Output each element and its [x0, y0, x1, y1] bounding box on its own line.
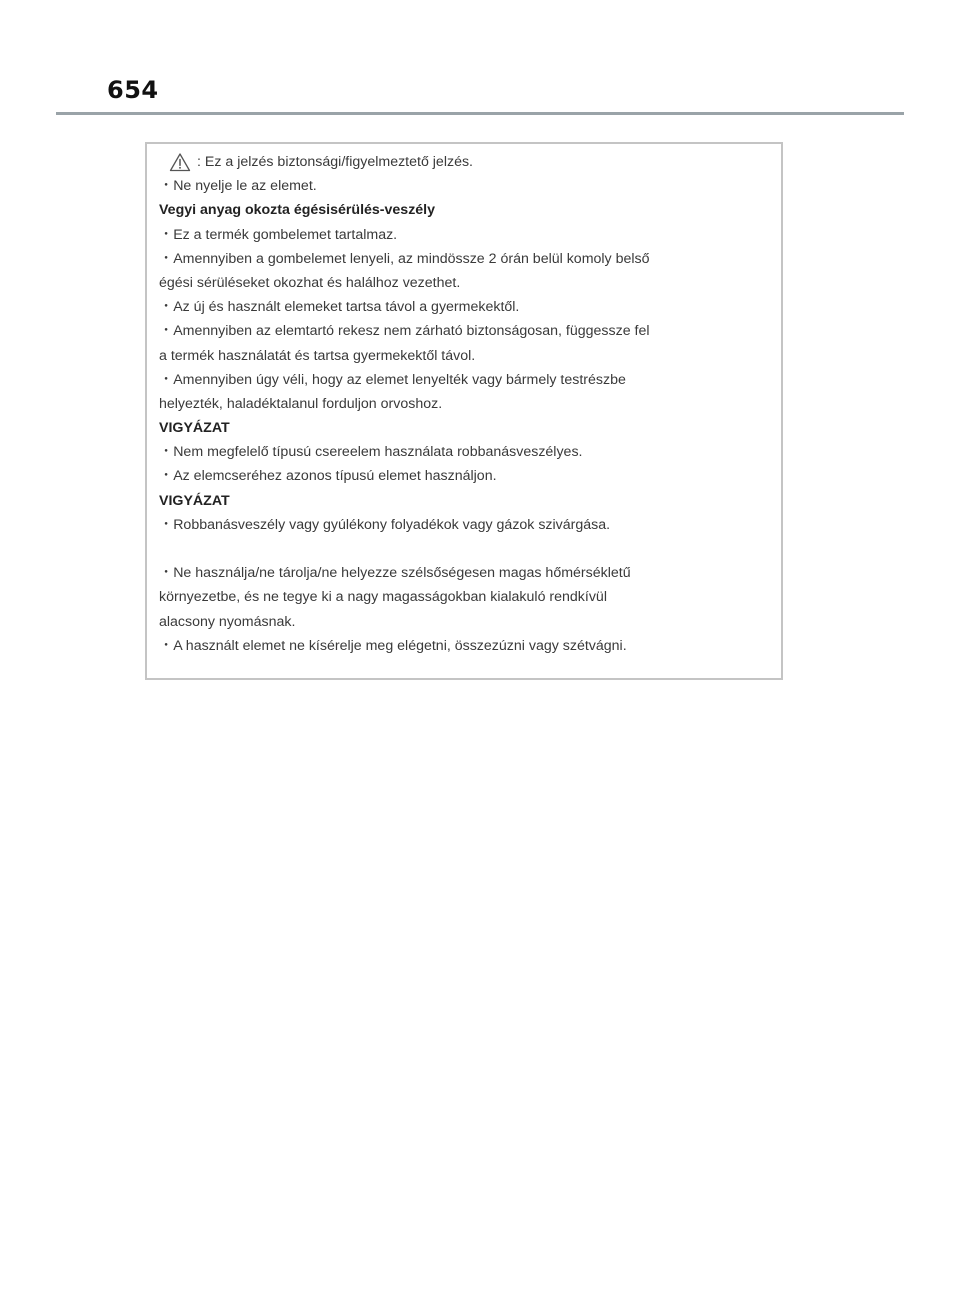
text-line-disposal: ・A használt elemet ne kísérelje meg elégetni, összezúzni vagy szétvágni.	[159, 637, 627, 654]
warning-triangle-icon	[169, 152, 191, 172]
header-divider	[56, 112, 904, 115]
heading-chemical-burn: Vegyi anyag okozta égésisérülés-veszély	[159, 202, 436, 219]
page-number: 654	[107, 76, 159, 104]
text-line-temperature-2: környezetbe, és ne tegye ki a nagy magasságokban kialakuló rendkívül	[159, 589, 607, 606]
text-line-wrong-type: ・Nem megfelelő típusú csereelem használata robbanásveszélyes.	[159, 444, 583, 461]
text-line-compartment-1: ・Amennyiben az elemtartó rekesz nem zárható biztonságosan, függessze fel	[159, 323, 650, 340]
text-line-compartment-2: a termék használatát és tartsa gyermekektől távol.	[159, 347, 476, 364]
heading-caution-1: VIGYÁZAT	[159, 420, 230, 437]
text-line-same-type: ・Az elemcseréhez azonos típusú elemet használjon.	[159, 468, 497, 485]
text-line-explosion-leak: ・Robbanásveszély vagy gyúlékony folyadékok vagy gázok szivárgása.	[159, 516, 611, 533]
text-line-temperature-1: ・Ne használja/ne tárolja/ne helyezze szélsőségesen magas hőmérsékletű	[159, 565, 631, 582]
blank-line	[159, 537, 771, 561]
text-line-no-swallow: ・Ne nyelje le az elemet.	[159, 178, 317, 195]
battery-warning-box	[145, 142, 783, 680]
text-line-temperature-3: alacsony nyomásnak.	[159, 613, 296, 630]
heading-caution-2: VIGYÁZAT	[159, 492, 230, 509]
text-line-swallow-risk-2: égési sérüléseket okozhat és halálhoz vezethet.	[159, 274, 461, 291]
text-line-doctor-1: ・Amennyiben úgy véli, hogy az elemet lenyelték vagy bármely testrészbe	[159, 371, 626, 388]
text-line-contains-coin-cell: ・Ez a termék gombelemet tartalmaz.	[159, 226, 398, 243]
symbol-legend-line	[159, 150, 771, 174]
text-line-keep-away: ・Az új és használt elemeket tartsa távol a gyermekektől.	[159, 299, 520, 316]
text-line-doctor-2: helyezték, haladéktalanul forduljon orvoshoz.	[159, 395, 443, 412]
text-line-swallow-risk-1: ・Amennyiben a gombelemet lenyeli, az mindössze 2 órán belül komoly belső	[159, 250, 650, 267]
symbol-legend-text: : Ez a jelzés biztonsági/figyelmeztető jelzés.	[197, 154, 473, 170]
